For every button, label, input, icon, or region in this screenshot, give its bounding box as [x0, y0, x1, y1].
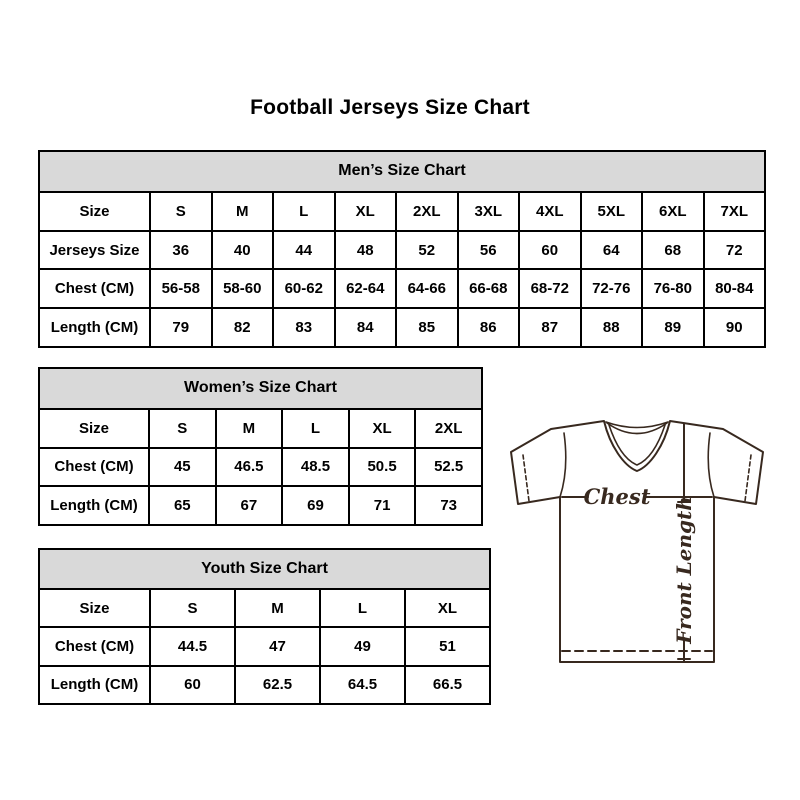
table-row — [39, 627, 490, 665]
cell: XL — [349, 409, 416, 448]
table-row — [39, 448, 482, 487]
cell: 58-60 — [212, 269, 274, 308]
cell: 2XL — [415, 409, 482, 448]
cell: 67 — [216, 486, 283, 525]
cell: 52 — [396, 231, 458, 270]
cell: S — [149, 409, 216, 448]
cell: 3XL — [458, 192, 520, 231]
cell: 51 — [405, 627, 490, 665]
cell: 62-64 — [335, 269, 397, 308]
cell: 2XL — [396, 192, 458, 231]
cell: 40 — [212, 231, 274, 270]
mens-size-table — [38, 150, 766, 348]
cell: 68 — [642, 231, 704, 270]
cell: 89 — [642, 308, 704, 347]
row-label: Size — [39, 409, 149, 448]
cell: L — [320, 589, 405, 627]
collar-lines-icon — [606, 422, 668, 465]
cell: 36 — [150, 231, 212, 270]
cell: 6XL — [642, 192, 704, 231]
cell: 72 — [704, 231, 766, 270]
cell: XL — [335, 192, 397, 231]
cell: 84 — [335, 308, 397, 347]
page-title: Football Jerseys Size Chart — [250, 96, 530, 119]
cell: 48.5 — [282, 448, 349, 487]
cell: 79 — [150, 308, 212, 347]
cell: 60 — [150, 666, 235, 704]
cell: 69 — [282, 486, 349, 525]
cell: 64 — [581, 231, 643, 270]
row-label: Size — [39, 589, 150, 627]
cell: 80-84 — [704, 269, 766, 308]
chest-label: Chest — [583, 484, 651, 509]
cell: L — [273, 192, 335, 231]
women-table-grid — [38, 367, 483, 526]
cell: 44.5 — [150, 627, 235, 665]
table-row — [39, 666, 490, 704]
cell: 5XL — [581, 192, 643, 231]
front-length-label: Front Length — [672, 496, 696, 644]
cell: 56 — [458, 231, 520, 270]
cell: 52.5 — [415, 448, 482, 487]
table-row — [39, 231, 765, 270]
youth-size-table — [38, 548, 491, 705]
table-row — [39, 192, 765, 231]
cell: 56-58 — [150, 269, 212, 308]
row-label: Chest (CM) — [39, 448, 149, 487]
cell: 65 — [149, 486, 216, 525]
youth-table-grid — [38, 548, 491, 705]
cell: S — [150, 192, 212, 231]
cell: 4XL — [519, 192, 581, 231]
row-label: Length (CM) — [39, 666, 150, 704]
row-label: Length (CM) — [39, 486, 149, 525]
cell: 64.5 — [320, 666, 405, 704]
cell: 46.5 — [216, 448, 283, 487]
cell: S — [150, 589, 235, 627]
row-label: Length (CM) — [39, 308, 150, 347]
cell: 66.5 — [405, 666, 490, 704]
table-row — [39, 409, 482, 448]
table-row — [39, 269, 765, 308]
row-label: Chest (CM) — [39, 627, 150, 665]
cell: XL — [405, 589, 490, 627]
cell: M — [212, 192, 274, 231]
cell: L — [282, 409, 349, 448]
men-table-title: Men’s Size Chart — [39, 151, 765, 192]
women-table-title: Women’s Size Chart — [39, 368, 482, 409]
cell: 7XL — [704, 192, 766, 231]
jersey-outline — [511, 421, 763, 662]
youth-table-title: Youth Size Chart — [39, 549, 490, 589]
cell: 73 — [415, 486, 482, 525]
cell: 49 — [320, 627, 405, 665]
row-label: Size — [39, 192, 150, 231]
cell: 60-62 — [273, 269, 335, 308]
cell: 88 — [581, 308, 643, 347]
cell: 85 — [396, 308, 458, 347]
cell: 72-76 — [581, 269, 643, 308]
table-row — [39, 589, 490, 627]
cell: 83 — [273, 308, 335, 347]
cell: 44 — [273, 231, 335, 270]
cell: M — [235, 589, 320, 627]
cell: 82 — [212, 308, 274, 347]
cell: 62.5 — [235, 666, 320, 704]
cell: 76-80 — [642, 269, 704, 308]
table-row — [39, 308, 765, 347]
cell: 87 — [519, 308, 581, 347]
table-row — [39, 486, 482, 525]
womens-size-table — [38, 367, 483, 526]
cell: 66-68 — [458, 269, 520, 308]
cell: 50.5 — [349, 448, 416, 487]
cell: M — [216, 409, 283, 448]
cell: 64-66 — [396, 269, 458, 308]
cell: 90 — [704, 308, 766, 347]
cell: 45 — [149, 448, 216, 487]
cell: 48 — [335, 231, 397, 270]
cell: 71 — [349, 486, 416, 525]
jersey-diagram — [504, 414, 768, 666]
cell: 60 — [519, 231, 581, 270]
men-table-grid — [38, 150, 766, 348]
cell: 47 — [235, 627, 320, 665]
row-label: Jerseys Size — [39, 231, 150, 270]
row-label: Chest (CM) — [39, 269, 150, 308]
cell: 86 — [458, 308, 520, 347]
cell: 68-72 — [519, 269, 581, 308]
